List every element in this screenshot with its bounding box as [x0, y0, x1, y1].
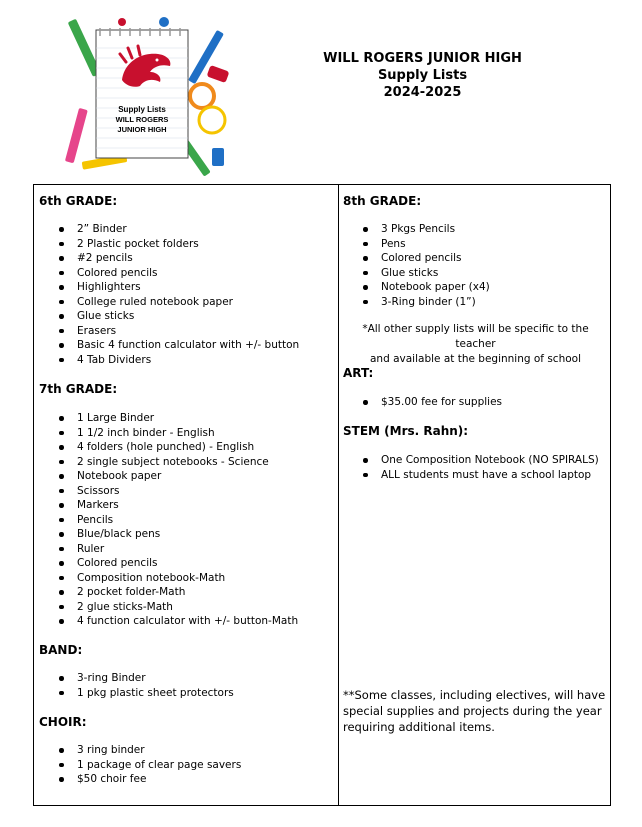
- list-item: Glue sticks: [343, 266, 490, 281]
- art-heading: ART:: [343, 366, 374, 380]
- list-item: Ruler: [39, 542, 298, 557]
- document-header: [300, 50, 545, 101]
- list-item: 3-ring Binder: [39, 671, 234, 686]
- column-divider: [338, 185, 339, 805]
- list-item: Colored pencils: [343, 251, 490, 266]
- logo-line3: JUNIOR HIGH: [117, 125, 167, 134]
- list-item: Glue sticks: [39, 309, 299, 324]
- logo-line2: WILL ROGERS: [115, 115, 169, 124]
- list-item: Notebook paper: [39, 469, 298, 484]
- stem-list: [343, 453, 599, 482]
- list-item: Markers: [39, 498, 298, 513]
- list-item: Composition notebook-Math: [39, 571, 298, 586]
- list-item: 2 glue sticks-Math: [39, 600, 298, 615]
- note-line: *All other supply lists will be specific to the teacher: [362, 323, 589, 350]
- footnote-line: special supplies and projects during the year: [343, 704, 602, 718]
- list-item: 2 single subject notebooks - Science: [39, 455, 298, 470]
- list-item: Pencils: [39, 513, 298, 528]
- list-item: 1 pkg plastic sheet protectors: [39, 686, 234, 701]
- sixth-grade-heading: 6th GRADE:: [39, 194, 118, 208]
- list-item: 4 folders (hole punched) - English: [39, 440, 298, 455]
- list-item: 1 Large Binder: [39, 411, 298, 426]
- school-supplies-logo: [62, 8, 232, 180]
- list-item: 1 1/2 inch binder - English: [39, 426, 298, 441]
- supply-table: [33, 184, 611, 806]
- school-name: WILL ROGERS JUNIOR HIGH: [323, 51, 522, 66]
- list-item: Highlighters: [39, 280, 299, 295]
- list-item: Pens: [343, 237, 490, 252]
- list-item: Erasers: [39, 324, 299, 339]
- list-item: 3-Ring binder (1”): [343, 295, 490, 310]
- list-item: College ruled notebook paper: [39, 295, 299, 310]
- list-item: 4 Tab Dividers: [39, 353, 299, 368]
- choir-heading: CHOIR:: [39, 715, 87, 729]
- list-item: $50 choir fee: [39, 772, 241, 787]
- choir-list: [39, 743, 241, 787]
- eighth-grade-note: [343, 322, 608, 367]
- list-item: 1 package of clear page savers: [39, 758, 241, 773]
- list-item: Notebook paper (x4): [343, 280, 490, 295]
- footnote-line: requiring additional items.: [343, 720, 495, 734]
- list-item: 3 Pkgs Pencils: [343, 222, 490, 237]
- list-item: Basic 4 function calculator with +/- button: [39, 338, 299, 353]
- school-year: 2024-2025: [383, 85, 462, 100]
- stem-heading: STEM (Mrs. Rahn):: [343, 424, 469, 438]
- sixth-grade-list: [39, 222, 299, 367]
- eighth-grade-list: [343, 222, 490, 309]
- art-list: [343, 395, 502, 410]
- seventh-grade-list: [39, 411, 298, 629]
- footnote-line: **Some classes, including electives, will have: [343, 688, 606, 702]
- logo-line1: Supply Lists: [118, 105, 166, 114]
- list-item: 4 function calculator with +/- button-Math: [39, 614, 298, 629]
- list-item: ALL students must have a school laptop: [343, 468, 599, 483]
- list-item: $35.00 fee for supplies: [343, 395, 502, 410]
- list-item: 2” Binder: [39, 222, 299, 237]
- seventh-grade-heading: 7th GRADE:: [39, 382, 118, 396]
- list-item: Scissors: [39, 484, 298, 499]
- list-item: Colored pencils: [39, 556, 298, 571]
- note-line: and available at the beginning of school: [370, 353, 581, 365]
- list-item: 2 Plastic pocket folders: [39, 237, 299, 252]
- list-item: Blue/black pens: [39, 527, 298, 542]
- band-heading: BAND:: [39, 643, 83, 657]
- list-item: 2 pocket folder-Math: [39, 585, 298, 600]
- list-item: #2 pencils: [39, 251, 299, 266]
- school-supplies-illustration: [62, 8, 232, 180]
- list-item: One Composition Notebook (NO SPIRALS): [343, 453, 599, 468]
- list-item: 3 ring binder: [39, 743, 241, 758]
- band-list: [39, 671, 234, 700]
- additional-items-footnote: [343, 687, 608, 735]
- document-subtitle: Supply Lists: [377, 68, 468, 83]
- eighth-grade-heading: 8th GRADE:: [343, 194, 422, 208]
- list-item: Colored pencils: [39, 266, 299, 281]
